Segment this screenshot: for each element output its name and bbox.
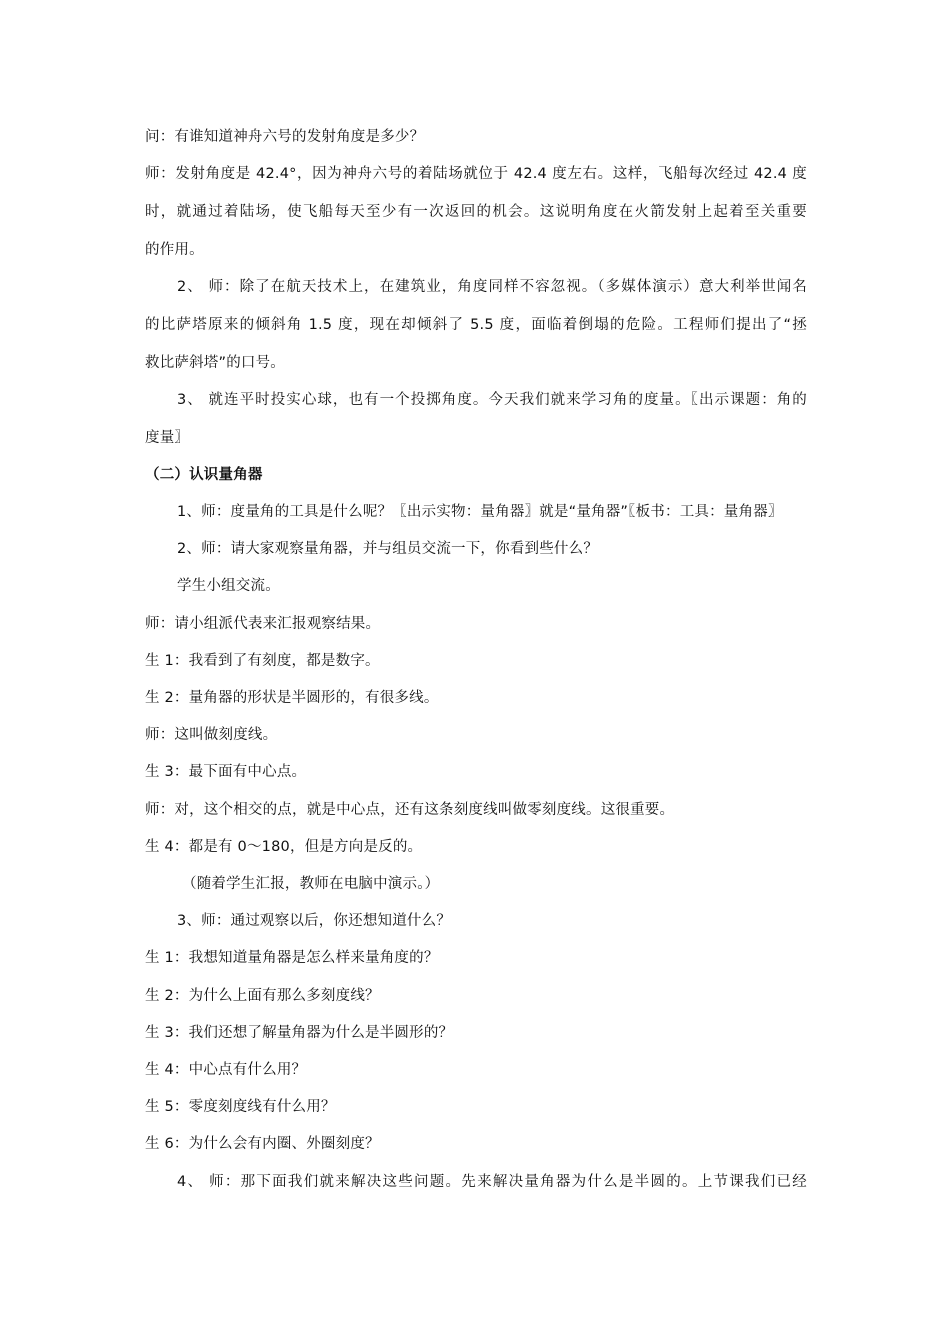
paragraph-demo-note: （随着学生汇报，教师在电脑中演示。） bbox=[182, 876, 440, 892]
paragraph-teacher-center-point: 师：对，这个相交的点，就是中心点，还有这条刻度线叫做零刻度线。这很重要。 bbox=[145, 802, 675, 818]
paragraph-item-4: 4、 师：那下面我们就来解决这些问题。先来解决量角器为什么是半圆的。上节课我们已经 bbox=[177, 1174, 807, 1190]
paragraph-item-3-question: 3、师：通过观察以后，你还想知道什么？ bbox=[177, 913, 452, 929]
paragraph-student-q1: 生 1：我想知道量角器是怎么样来量角度的？ bbox=[145, 950, 439, 966]
paragraph-observe: 2、师：请大家观察量角器，并与组员交流一下，你看到些什么？ bbox=[177, 541, 599, 557]
paragraph-student-q2: 生 2：为什么上面有那么多刻度线？ bbox=[145, 988, 380, 1004]
paragraph-student-q3: 生 3：我们还想了解量角器为什么是半圆形的？ bbox=[145, 1025, 454, 1041]
paragraph-teacher-launch-angle-end: 的作用。 bbox=[145, 242, 204, 258]
paragraph-student-q6: 生 6：为什么会有内圈、外圈刻度？ bbox=[145, 1136, 380, 1152]
paragraph-item-2-cont: 的比萨塔原来的倾斜角 1.5 度，现在却倾斜了 5.5 度，面临着倒塌的危险。工程师们提出了“拯 bbox=[145, 317, 807, 333]
paragraph-item-3-end: 度量〗 bbox=[145, 430, 190, 446]
paragraph-teacher-report: 师：请小组派代表来汇报观察结果。 bbox=[145, 616, 381, 632]
paragraph-item-2: 2、 师：除了在航天技术上，在建筑业，角度同样不容忽视。（多媒体演示）意大利举世闻名 bbox=[177, 279, 807, 295]
paragraph-question: 问：有谁知道神舟六号的发射角度是多少？ bbox=[145, 129, 425, 145]
paragraph-teacher-scale-lines: 师：这叫做刻度线。 bbox=[145, 727, 278, 743]
section-heading: （二）认识量角器 bbox=[145, 467, 263, 483]
paragraph-student-2: 生 2：量角器的形状是半圆形的，有很多线。 bbox=[145, 690, 439, 706]
paragraph-group-discussion: 学生小组交流。 bbox=[177, 578, 280, 594]
paragraph-student-q4: 生 4：中心点有什么用？ bbox=[145, 1062, 307, 1078]
paragraph-item-3: 3、 就连平时投实心球，也有一个投掷角度。今天我们就来学习角的度量。〖出示课题：角的 bbox=[177, 392, 807, 408]
paragraph-teacher-launch-angle-cont: 时，就通过着陆场，使飞船每天至少有一次返回的机会。这说明角度在火箭发射上起着至关重要 bbox=[145, 204, 807, 220]
paragraph-teacher-launch-angle: 师：发射角度是 42.4°，因为神舟六号的着陆场就位于 42.4 度左右。这样，飞船每次经过 42.4 度 bbox=[145, 166, 807, 182]
paragraph-item-2-end: 救比萨斜塔”的口号。 bbox=[145, 355, 286, 371]
paragraph-student-1: 生 1：我看到了有刻度，都是数字。 bbox=[145, 653, 380, 669]
paragraph-student-q5: 生 5：零度刻度线有什么用？ bbox=[145, 1099, 336, 1115]
paragraph-student-3: 生 3：最下面有中心点。 bbox=[145, 764, 307, 780]
paragraph-student-4: 生 4：都是有 0～180，但是方向是反的。 bbox=[145, 839, 423, 855]
paragraph-tool-question: 1、师：度量角的工具是什么呢？〖出示实物：量角器〗就是“量角器”〖板书：工具：量角器〗 bbox=[177, 504, 783, 520]
